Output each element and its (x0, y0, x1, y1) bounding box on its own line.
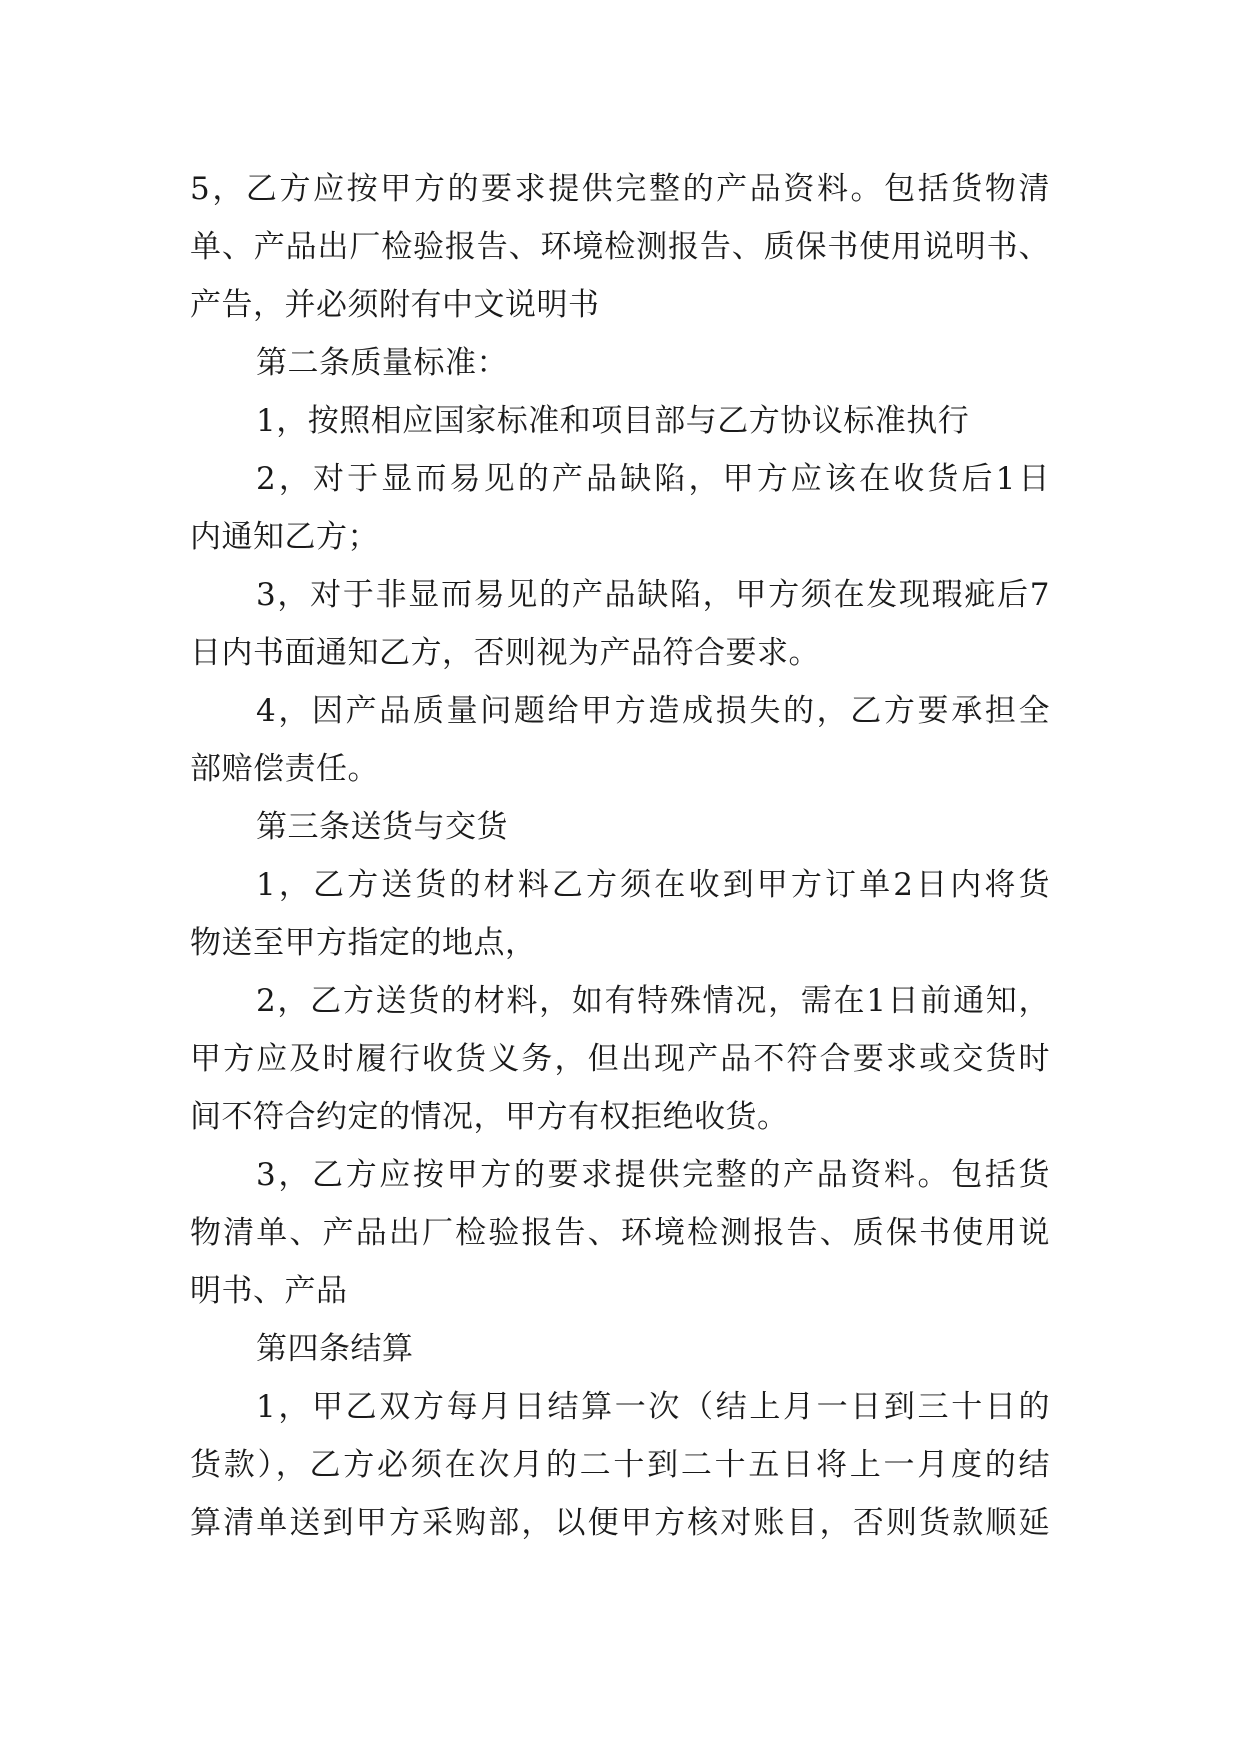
paragraph-line: 物送至甲方指定的地点， (190, 925, 537, 961)
section-heading: 第三条送货与交货 (256, 809, 508, 845)
paragraph-line: 5，乙方应按甲方的要求提供完整的产品资料。包括货物清 (190, 171, 1050, 207)
paragraph-line: 1，按照相应国家标准和项目部与乙方协议标准执行 (256, 403, 970, 439)
section-heading: 第四条结算 (256, 1331, 414, 1367)
paragraph-line: 2，乙方送货的材料，如有特殊情况，需在1日前通知， (256, 983, 1050, 1019)
paragraph-line: 物清单、产品出厂检验报告、环境检测报告、质保书使用说 (190, 1215, 1050, 1251)
paragraph-line: 4，因产品质量问题给甲方造成损失的，乙方要承担全 (256, 693, 1050, 729)
paragraph-line: 内通知乙方； (190, 519, 379, 555)
paragraph-line: 明书、产品 (190, 1273, 348, 1309)
paragraph-line: 1，甲乙双方每月日结算一次（结上月一日到三十日的 (256, 1389, 1050, 1425)
paragraph-line: 3，乙方应按甲方的要求提供完整的产品资料。包括货 (256, 1157, 1050, 1193)
paragraph-line: 部赔偿责任。 (190, 751, 379, 787)
paragraph-line: 算清单送到甲方采购部，以便甲方核对账目，否则货款顺延 (190, 1505, 1050, 1541)
paragraph-line: 货款），乙方必须在次月的二十到二十五日将上一月度的结 (190, 1447, 1050, 1483)
paragraph-line: 间不符合约定的情况，甲方有权拒绝收货。 (190, 1099, 789, 1135)
document-body (190, 160, 1050, 1552)
paragraph-line: 3，对于非显而易见的产品缺陷，甲方须在发现瑕疵后7 (256, 577, 1050, 613)
paragraph-line: 产告，并必须附有中文说明书 (190, 287, 600, 323)
paragraph-line: 日内书面通知乙方，否则视为产品符合要求。 (190, 635, 820, 671)
paragraph-line: 1，乙方送货的材料乙方须在收到甲方订单2日内将货 (256, 867, 1050, 903)
paragraph-line: 单、产品出厂检验报告、环境检测报告、质保书使用说明书、 (190, 229, 1050, 265)
paragraph-line: 甲方应及时履行收货义务，但出现产品不符合要求或交货时 (190, 1041, 1050, 1077)
section-heading: 第二条质量标准： (256, 345, 508, 381)
paragraph-line: 2，对于显而易见的产品缺陷，甲方应该在收货后1日 (256, 461, 1050, 497)
